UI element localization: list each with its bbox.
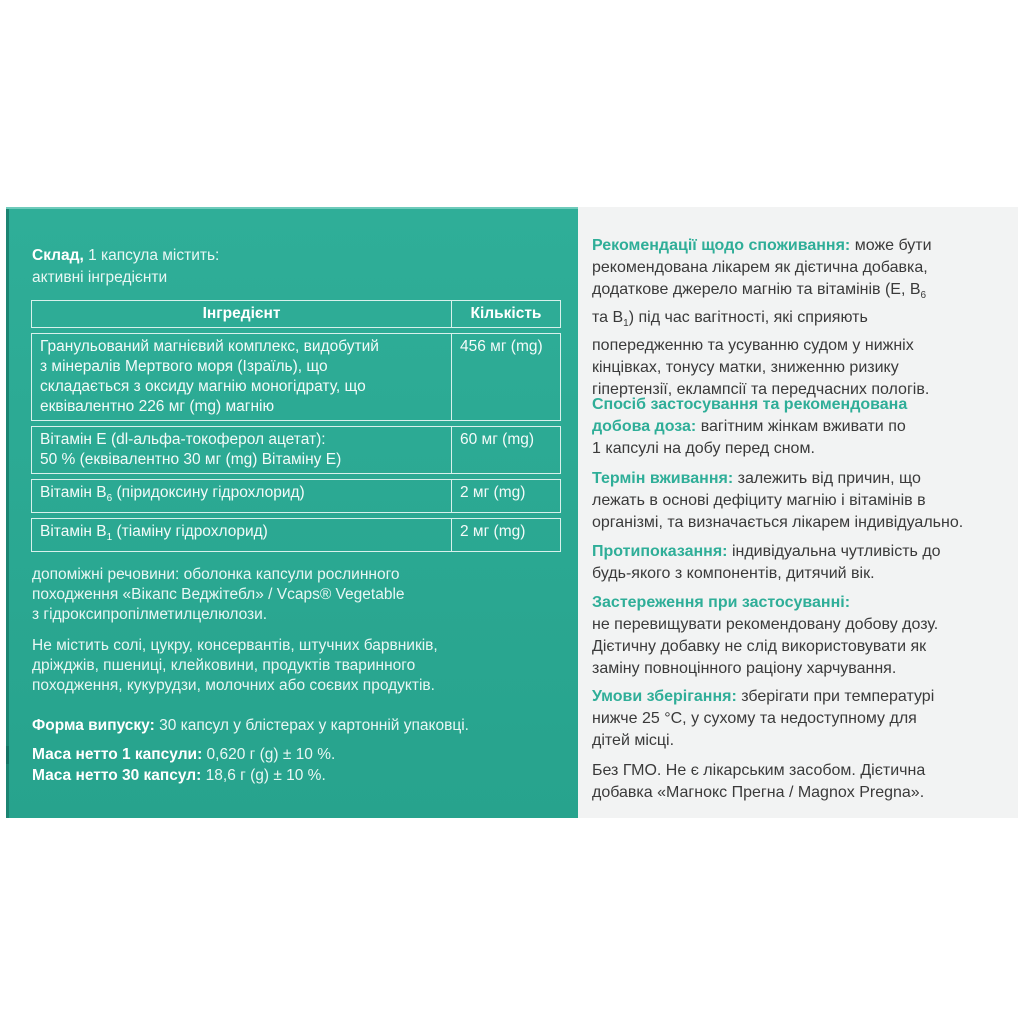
- ingredient-cell: [31, 479, 451, 513]
- text-line: добавка «Магнокс Прегна / Magnox Pregna».: [592, 784, 925, 801]
- ingredient-subscript: 6: [106, 493, 113, 505]
- ingredient-cell: [31, 426, 451, 474]
- term-section: [592, 468, 963, 534]
- panel-top-edge: [6, 207, 578, 209]
- text-line: кінцівках, тонусу матки, зниженню ризику: [592, 359, 899, 377]
- storage-label: Умови зберігання:: [592, 688, 737, 705]
- table-row: [31, 479, 561, 513]
- ingredient-text: Вітамін В: [40, 484, 107, 501]
- recommendations-label: Рекомендації щодо споживання:: [592, 237, 851, 254]
- text-line: допоміжні речовини: оболонка капсули рослинного: [32, 566, 400, 583]
- text-line: заміну повноцінного раціону харчування.: [592, 660, 897, 677]
- table-header-row: [31, 300, 561, 328]
- text-line: походження «Вікапс Веджітебл» / Vcaps® Vegetable: [32, 586, 405, 603]
- method-section: [592, 394, 907, 460]
- ingredient-text: (піридоксину гідрохлорид): [112, 484, 305, 501]
- panel-side-notch: [6, 746, 9, 764]
- release-form-text: 30 капсул у блістерах у картонній упаковці.: [159, 717, 469, 734]
- header-ingredient: Інгредієнт: [31, 300, 451, 328]
- ingredient-line: Гранульований магнієвий комплекс, видобутий: [40, 338, 379, 355]
- text-line: Дієтичну добавку не слід використовувати як: [592, 638, 927, 655]
- ingredient-line: Вітамін Е (dl-альфа-токоферол ацетат):: [40, 431, 326, 448]
- text-line: залежить від причин, що: [737, 470, 921, 487]
- net-mass-1: [32, 745, 335, 765]
- excipients-text: [32, 565, 405, 625]
- net-mass-1-value: 0,620 г (g) ± 10 %.: [206, 746, 336, 763]
- warnings-label: Застереження при застосуванні:: [592, 594, 851, 611]
- text-line: гіпертензії, еклампсії та передчасних пологів.: [592, 381, 930, 399]
- composition-heading: [32, 246, 219, 266]
- ingredient-line: еквівалентно 226 мг (mg) магнію: [40, 398, 275, 415]
- net-mass-30: [32, 766, 326, 786]
- ingredient-cell: [31, 333, 451, 421]
- text-line: попередженню та усуванню судом у нижніх: [592, 337, 914, 355]
- ingredient-line: складається з оксиду магнію моногідрату, що: [40, 378, 366, 395]
- text-line: лежать в основі дефіциту магнію і вітамінів в: [592, 492, 926, 509]
- text-line: може бути: [854, 237, 932, 254]
- contraindications-section: [592, 541, 941, 585]
- release-form: [32, 716, 469, 736]
- composition-text: 1 капсула містить:: [88, 247, 220, 264]
- quantity-cell: 60 мг (mg): [451, 426, 561, 474]
- active-ingredients-label: активні інгредієнти: [32, 269, 168, 286]
- text-line: додаткове джерело магнію та вітамінів (Е, В: [592, 281, 921, 298]
- net-mass-30-value: 18,6 г (g) ± 10 %.: [205, 767, 326, 784]
- text-line: походження, кукурудзи, молочних або соєвих продуктів.: [32, 677, 435, 694]
- text-line: індивідуальна чутливість до: [731, 543, 941, 560]
- warnings-section: [592, 592, 938, 680]
- text-line: під час вагітності, які сприяють: [638, 309, 868, 327]
- text-line: дріжджів, пшениці, клейковини, продуктів тваринного: [32, 657, 416, 674]
- text-line: вагітним жінкам вживати по: [700, 418, 906, 435]
- quantity-cell: 456 мг (mg): [451, 333, 561, 421]
- text-line: та В: [592, 309, 624, 327]
- subscript: 1: [623, 318, 629, 330]
- table-row: [31, 333, 561, 421]
- text-line: з гідроксипропілметилцелюлози.: [32, 606, 268, 623]
- term-label: Термін вживання:: [592, 470, 734, 487]
- text-line: нижче 25 °С, у сухому та недоступному для: [592, 710, 917, 727]
- text-line: дітей місці.: [592, 732, 675, 749]
- quantity-cell: 2 мг (mg): [451, 518, 561, 552]
- footer-note: [592, 760, 925, 804]
- text-line: ): [628, 309, 635, 327]
- text-line: зберігати при температурі: [741, 688, 935, 705]
- release-form-label: Форма випуску:: [32, 717, 155, 734]
- quantity-cell: 2 мг (mg): [451, 479, 561, 513]
- ingredient-line: 50 % (еквівалентно 30 мг (mg) Вітаміну Е): [40, 451, 342, 468]
- ingredients-table: [31, 295, 561, 557]
- ingredient-cell: [31, 518, 451, 552]
- text-line: організмі, та визначається лікарем індивідуально.: [592, 514, 964, 531]
- contraindications-label: Протипоказання:: [592, 543, 728, 560]
- text-line: Без ГМО. Не є лікарським засобом. Дієтична: [592, 762, 926, 779]
- text-line: будь-якого з компонентів, дитячий вік.: [592, 565, 875, 582]
- storage-section: [592, 686, 934, 752]
- subscript: 6: [920, 290, 927, 302]
- net-mass-1-label: Маса нетто 1 капсули:: [32, 746, 203, 763]
- table-row: [31, 518, 561, 552]
- ingredient-subscript: 1: [106, 532, 113, 544]
- method-label: добова доза:: [592, 418, 697, 435]
- text-line: 1 капсулі на добу перед сном.: [592, 440, 815, 457]
- header-quantity: Кількість: [451, 300, 561, 328]
- composition-label: Склад,: [32, 247, 84, 264]
- recommendations-section: [592, 235, 932, 401]
- text-line: Не містить солі, цукру, консервантів, штучних барвників,: [32, 637, 438, 654]
- table-row: [31, 426, 561, 474]
- method-label: Спосіб застосування та рекомендована: [592, 396, 908, 413]
- panel-side-edge: [6, 209, 9, 818]
- text-line: рекомендована лікарем як дієтична добавка,: [592, 259, 928, 276]
- text-line: не перевищувати рекомендовану добову дозу.: [592, 616, 939, 633]
- ingredient-line: з мінералів Мертвого моря (Ізраїль), що: [40, 358, 328, 375]
- ingredient-text: Вітамін В: [40, 523, 107, 541]
- ingredient-text: (тіаміну гідрохлорид): [112, 523, 268, 541]
- net-mass-30-label: Маса нетто 30 капсул:: [32, 767, 202, 784]
- free-from-text: [32, 636, 438, 696]
